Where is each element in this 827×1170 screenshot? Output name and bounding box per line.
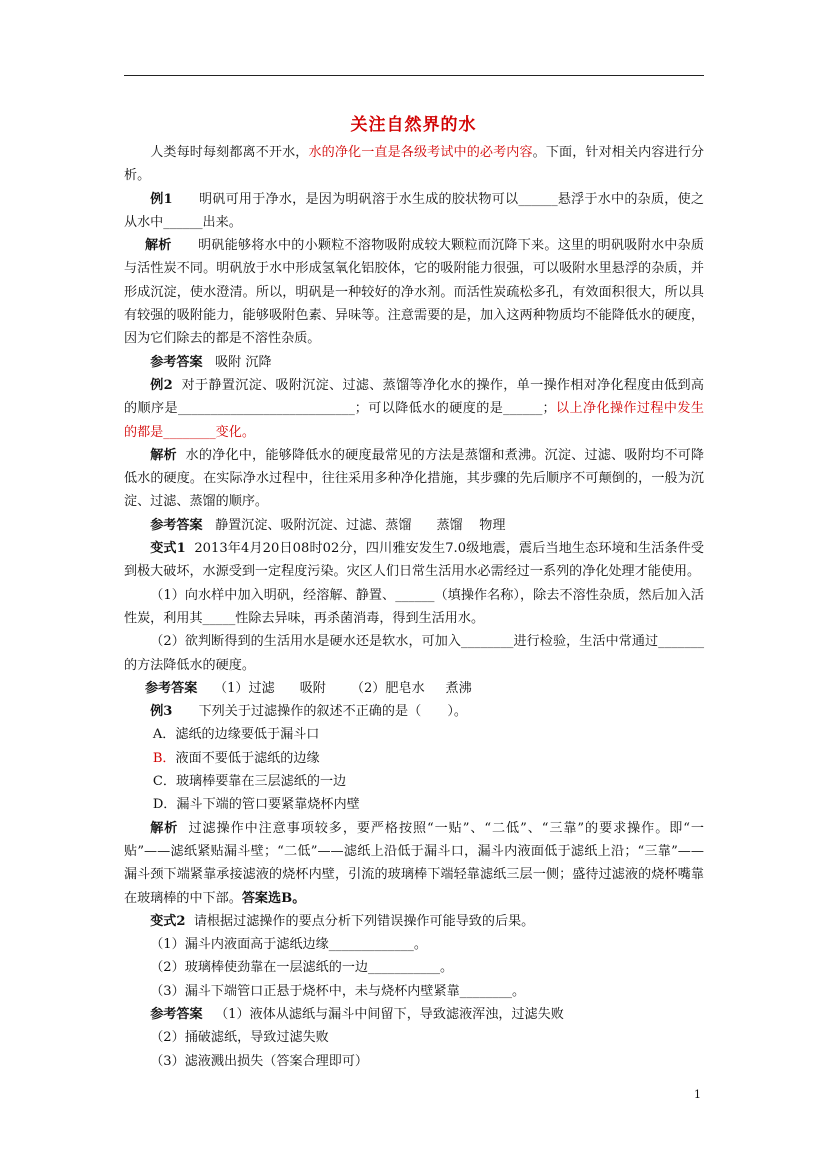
question-text: 对于静置沉淀、吸附沉淀、过滤、蒸馏等净化水的操作，单一操作相对净化程度由低到高的顺序是___________________________；可以降低水的硬度的是______； (124, 377, 704, 417)
example-label: 例3 (150, 704, 173, 720)
option-d (124, 793, 704, 816)
analysis-label: 解析 (150, 820, 179, 836)
question-text: （1）向水样中加入明矾，经溶解、静置、______（填操作名称），除去不溶性杂质，然后加入活性炭，利用其_____性除去异味，再杀菌消毒，得到生活用水。 (124, 587, 704, 626)
variation-label: 变式2 (150, 913, 186, 929)
answer-text: （3）滤液溅出损失（答案合理即可） (150, 1053, 369, 1069)
example-label: 例2 (150, 377, 173, 393)
variation-2-answer (124, 1050, 704, 1073)
example-label: 例1 (150, 191, 173, 207)
answer-label: 参考答案 (150, 1006, 203, 1022)
header-rule (124, 75, 704, 76)
answer-text: 吸附 (299, 680, 326, 696)
variation-1-answer (124, 677, 704, 700)
example-2-analysis (124, 444, 704, 514)
intro-text: 人类每时每刻都离不开水， (150, 145, 309, 160)
page-number: 1 (694, 1088, 701, 1101)
answer-text: 静置沉淀、吸附沉淀、过滤、蒸馏 (215, 517, 412, 533)
example-3-analysis (124, 817, 704, 910)
analysis-label: 解析 (150, 447, 177, 463)
option-key: B． (152, 750, 176, 766)
option-text: 漏斗下端的管口要紧靠烧杯内壁 (176, 797, 360, 813)
answer-text: （2）肥皂水 (350, 680, 425, 696)
question-text: 请根据过滤操作的要点分析下列错误操作可能导致的后果。 (193, 913, 535, 929)
answer-text: 答案选B。 (241, 890, 306, 906)
variation-2-item (124, 933, 704, 956)
intro-paragraph (124, 141, 704, 188)
document-title: 关注自然界的水 (350, 115, 477, 135)
answer-text: 吸附 沉降 (215, 354, 272, 370)
answer-text: 蒸馏 (436, 517, 463, 533)
example-1-analysis (124, 234, 704, 350)
option-text: 滤纸的边缘要低于漏斗口 (175, 727, 320, 743)
analysis-text: 过滤操作中注意事项较多，要严格按照“一贴”、“二低”、“三靠”的要求操作。即“一贴”——滤纸紧贴漏斗壁；“二低”——滤纸上沿低于漏斗口，漏斗内液面低于滤纸上沿；“三靠”——漏斗颈下端紧靠承接滤液的烧杯内壁，引流的玻璃棒下端轻靠滤纸三层一侧；盛待过滤液的烧杯嘴靠在玻璃棒的中下部。 (124, 820, 705, 906)
option-a (124, 723, 704, 746)
answer-text: 煮沸 (445, 680, 472, 696)
question-highlight: 以上净化操作过程中发生的都是________变化。 (124, 401, 705, 440)
analysis-text: 水的净化中，能够降低水的硬度最常见的方法是蒸馏和煮沸。沉淀、过滤、吸附均不可降低水的硬度。在实际净水过程中，往往采用多种净化措施，其步骤的先后顺序不可颠倒的，一般为沉淀、过滤、蒸馏的顺序。 (124, 447, 705, 510)
option-c (124, 770, 704, 793)
example-1-question (124, 188, 704, 235)
variation-2-item (124, 980, 704, 1003)
intro-text-end: 。下面，针对相关内容进行分析。 (124, 145, 705, 184)
option-key: C． (152, 774, 176, 790)
analysis-label: 解析 (144, 238, 172, 254)
document-body (124, 141, 704, 1073)
answer-label: 参考答案 (144, 680, 198, 696)
variation-1-q1 (124, 584, 704, 631)
variation-2-item (124, 956, 704, 979)
variation-2-answer (124, 1026, 704, 1049)
variation-2-answer (124, 1003, 704, 1026)
example-3-question (124, 700, 704, 723)
answer-text: 物理 (479, 517, 506, 533)
option-b (124, 747, 704, 770)
option-text: 玻璃棒要靠在三层滤纸的一边 (175, 774, 347, 790)
question-text: 明矾可用于净水，是因为明矾溶于水生成的胶状物可以______悬浮于水中的杂质，使之从水中______出来。 (124, 191, 704, 230)
intro-highlight: 水的净化一直是各级考试中的必考内容 (308, 145, 533, 160)
analysis-text: 明矾能够将水中的小颗粒不溶物吸附成较大颗粒而沉降下来。这里的明矾吸附水中杂质与活性炭不同。明矾放于水中形成氢氧化铝胶体，它的吸附能力很强，可以吸附水里悬浮的杂质，并形成沉淀，使水澄清。所以，明矾是一种较好的净水剂。而活性炭疏松多孔，有效面积很大，所以具有较强的吸附能力，能够吸附色素、异味等。注意需要的是，加入这两种物质均不能降低水的硬度，因为它们除去的都是不溶性杂质。 (124, 238, 705, 347)
question-text: （1）漏斗内液面高于滤纸边缘_____________。 (150, 937, 427, 953)
example-2-answer (124, 514, 704, 537)
option-key: D． (152, 797, 177, 813)
answer-label: 参考答案 (150, 354, 203, 370)
variation-label: 变式1 (150, 541, 186, 557)
variation-2-question (124, 910, 704, 933)
answer-text: （1）液体从滤纸与漏斗中间留下，导致滤液浑浊，过滤失败 (215, 1006, 564, 1022)
option-key: A． (152, 727, 176, 743)
option-text: 液面不要低于滤纸的边缘 (175, 750, 320, 766)
example-1-answer (124, 351, 704, 374)
example-2-question (124, 374, 704, 444)
answer-text: （1）过滤 (213, 680, 275, 696)
variation-1-q2 (124, 630, 704, 677)
question-text: （2）玻璃棒使劲靠在一层滤纸的一边___________。 (150, 960, 454, 976)
question-text: 下列关于过滤操作的叙述不正确的是（ ）。 (198, 704, 468, 720)
question-text: （3）漏斗下端管口正悬于烧杯中，未与烧杯内壁紧靠________。 (150, 983, 526, 999)
variation-1-intro (124, 537, 704, 584)
variation-text: 2013年4月20日08时02分，四川雅安发生7.0级地震，震后当地生态环境和生活条件受到极大破坏，水源受到一定程度污染。灾区人们日常生活用水必需经过一系列的净化处理才能使用。 (124, 541, 704, 580)
answer-text: （2）捅破滤纸，导致过滤失败 (150, 1030, 329, 1046)
question-text: （2）欲判断得到的生活用水是硬水还是软水，可加入________进行检验，生活中常通过_______的方法降低水的硬度。 (124, 634, 704, 673)
answer-label: 参考答案 (150, 517, 203, 533)
